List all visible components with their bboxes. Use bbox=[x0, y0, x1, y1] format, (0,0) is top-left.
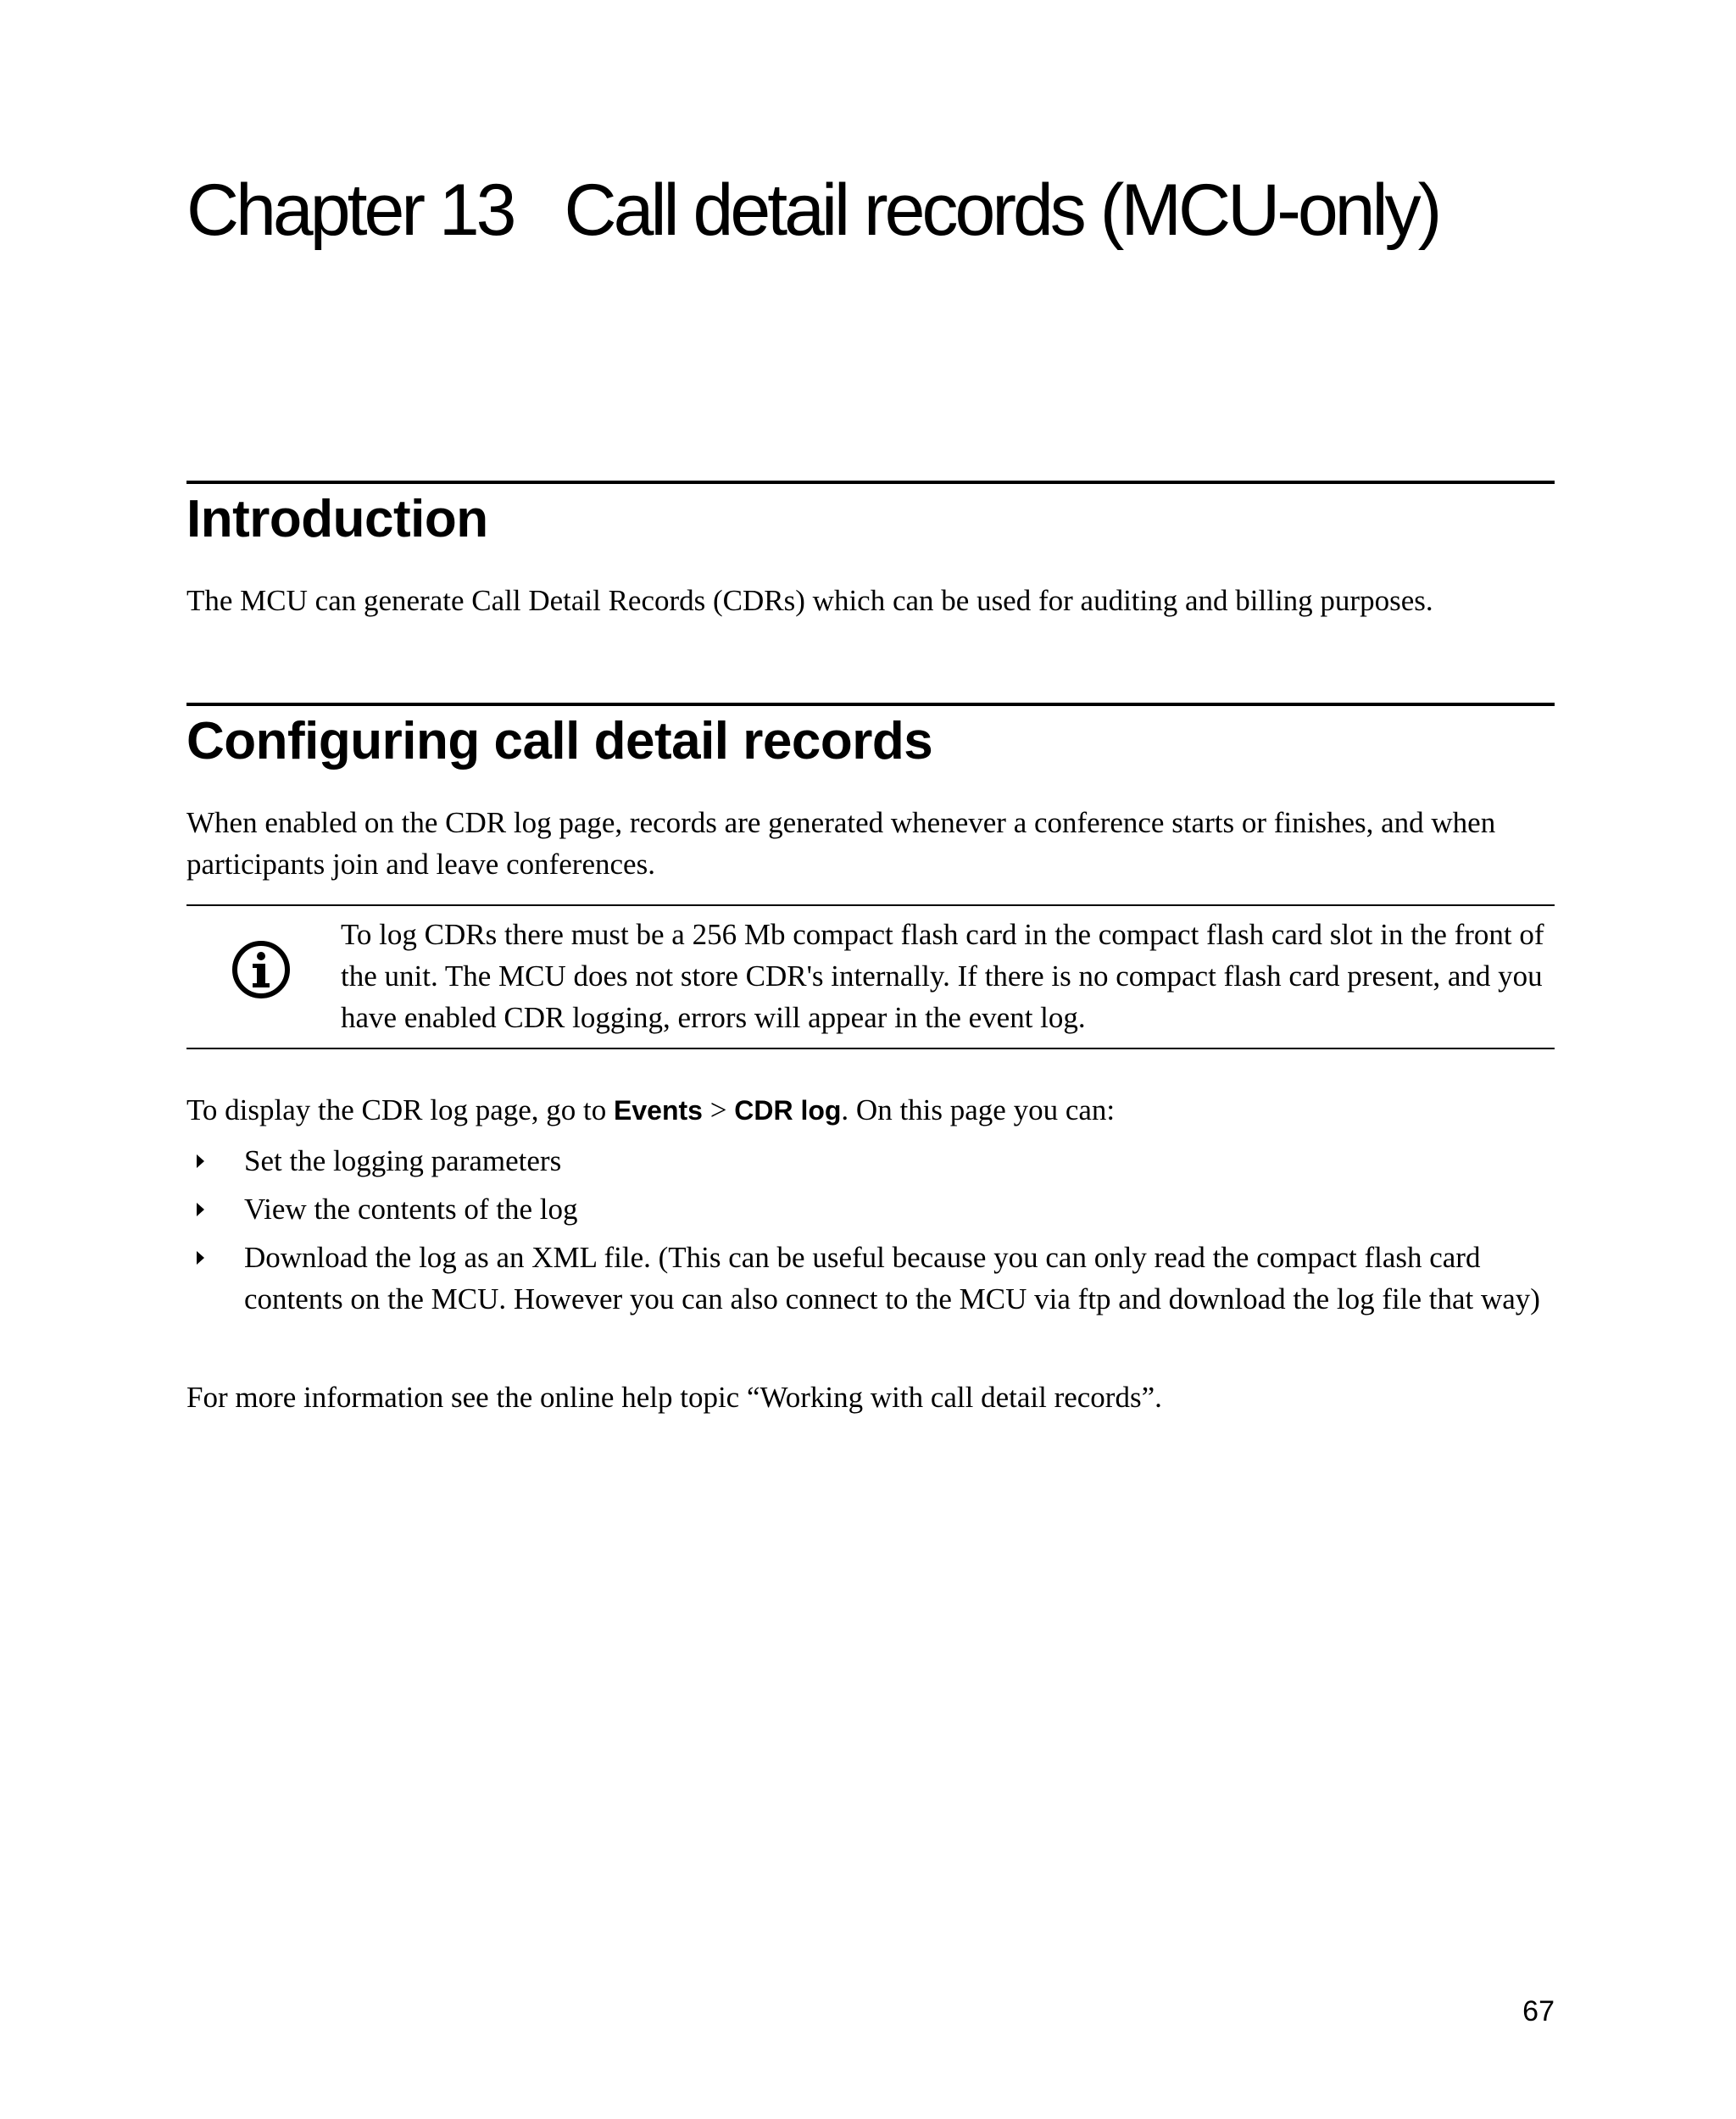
chapter-name: Call detail records (MCU-only) bbox=[564, 170, 1439, 251]
configuring-text: When enabled on the CDR log page, records are generated whenever a conference starts or finishes, and when participants join and leave conferences. bbox=[186, 806, 1496, 881]
list-item bbox=[186, 1140, 1560, 1182]
introduction-heading: Introduction bbox=[186, 490, 488, 548]
section-rule-introduction bbox=[186, 481, 1555, 484]
section-rule-configuring bbox=[186, 703, 1555, 706]
bullet-arrow-icon bbox=[197, 1154, 204, 1168]
note-bottom-rule bbox=[186, 1048, 1555, 1049]
chapter-title bbox=[186, 170, 1439, 251]
list-item-text: Download the log as an XML file. (This can be useful because you can only read the compact flash card contents on the MCU. However you can also connect to the MCU via ftp and download the log file that way) bbox=[244, 1241, 1540, 1315]
chapter-number: Chapter 13 bbox=[186, 170, 514, 251]
list-item bbox=[186, 1188, 1560, 1230]
bullet-arrow-icon bbox=[197, 1251, 204, 1265]
more-info-text: For more information see the online help topic “Working with call detail records”. bbox=[186, 1381, 1162, 1414]
page-number: 67 bbox=[1522, 1995, 1555, 2027]
list-item-text: View the contents of the log bbox=[244, 1193, 578, 1226]
display-suffix: . On this page you can: bbox=[841, 1093, 1116, 1126]
bullet-arrow-icon bbox=[197, 1203, 204, 1216]
cdr-options-list bbox=[186, 1140, 1560, 1326]
configuring-heading: Configuring call detail records bbox=[186, 712, 933, 770]
list-item bbox=[186, 1237, 1560, 1320]
display-instructions bbox=[186, 1089, 1560, 1132]
menu-separator: > bbox=[702, 1093, 735, 1126]
info-icon bbox=[231, 939, 292, 1000]
menu-cdr-log: CDR log bbox=[734, 1095, 842, 1126]
menu-events: Events bbox=[614, 1095, 703, 1126]
list-item-text: Set the logging parameters bbox=[244, 1144, 562, 1177]
note-text: To log CDRs there must be a 256 Mb compact flash card in the compact flash card slot in the front of the unit. The MCU does not store CDR's internally. If there is no compact flash card present, and you have enabled CDR logging, errors will appear in the event log. bbox=[341, 918, 1544, 1034]
display-prefix: To display the CDR log page, go to bbox=[186, 1093, 615, 1126]
introduction-text: The MCU can generate Call Detail Records (CDRs) which can be used for auditing and billing purposes. bbox=[186, 584, 1433, 617]
note-top-rule bbox=[186, 904, 1555, 906]
